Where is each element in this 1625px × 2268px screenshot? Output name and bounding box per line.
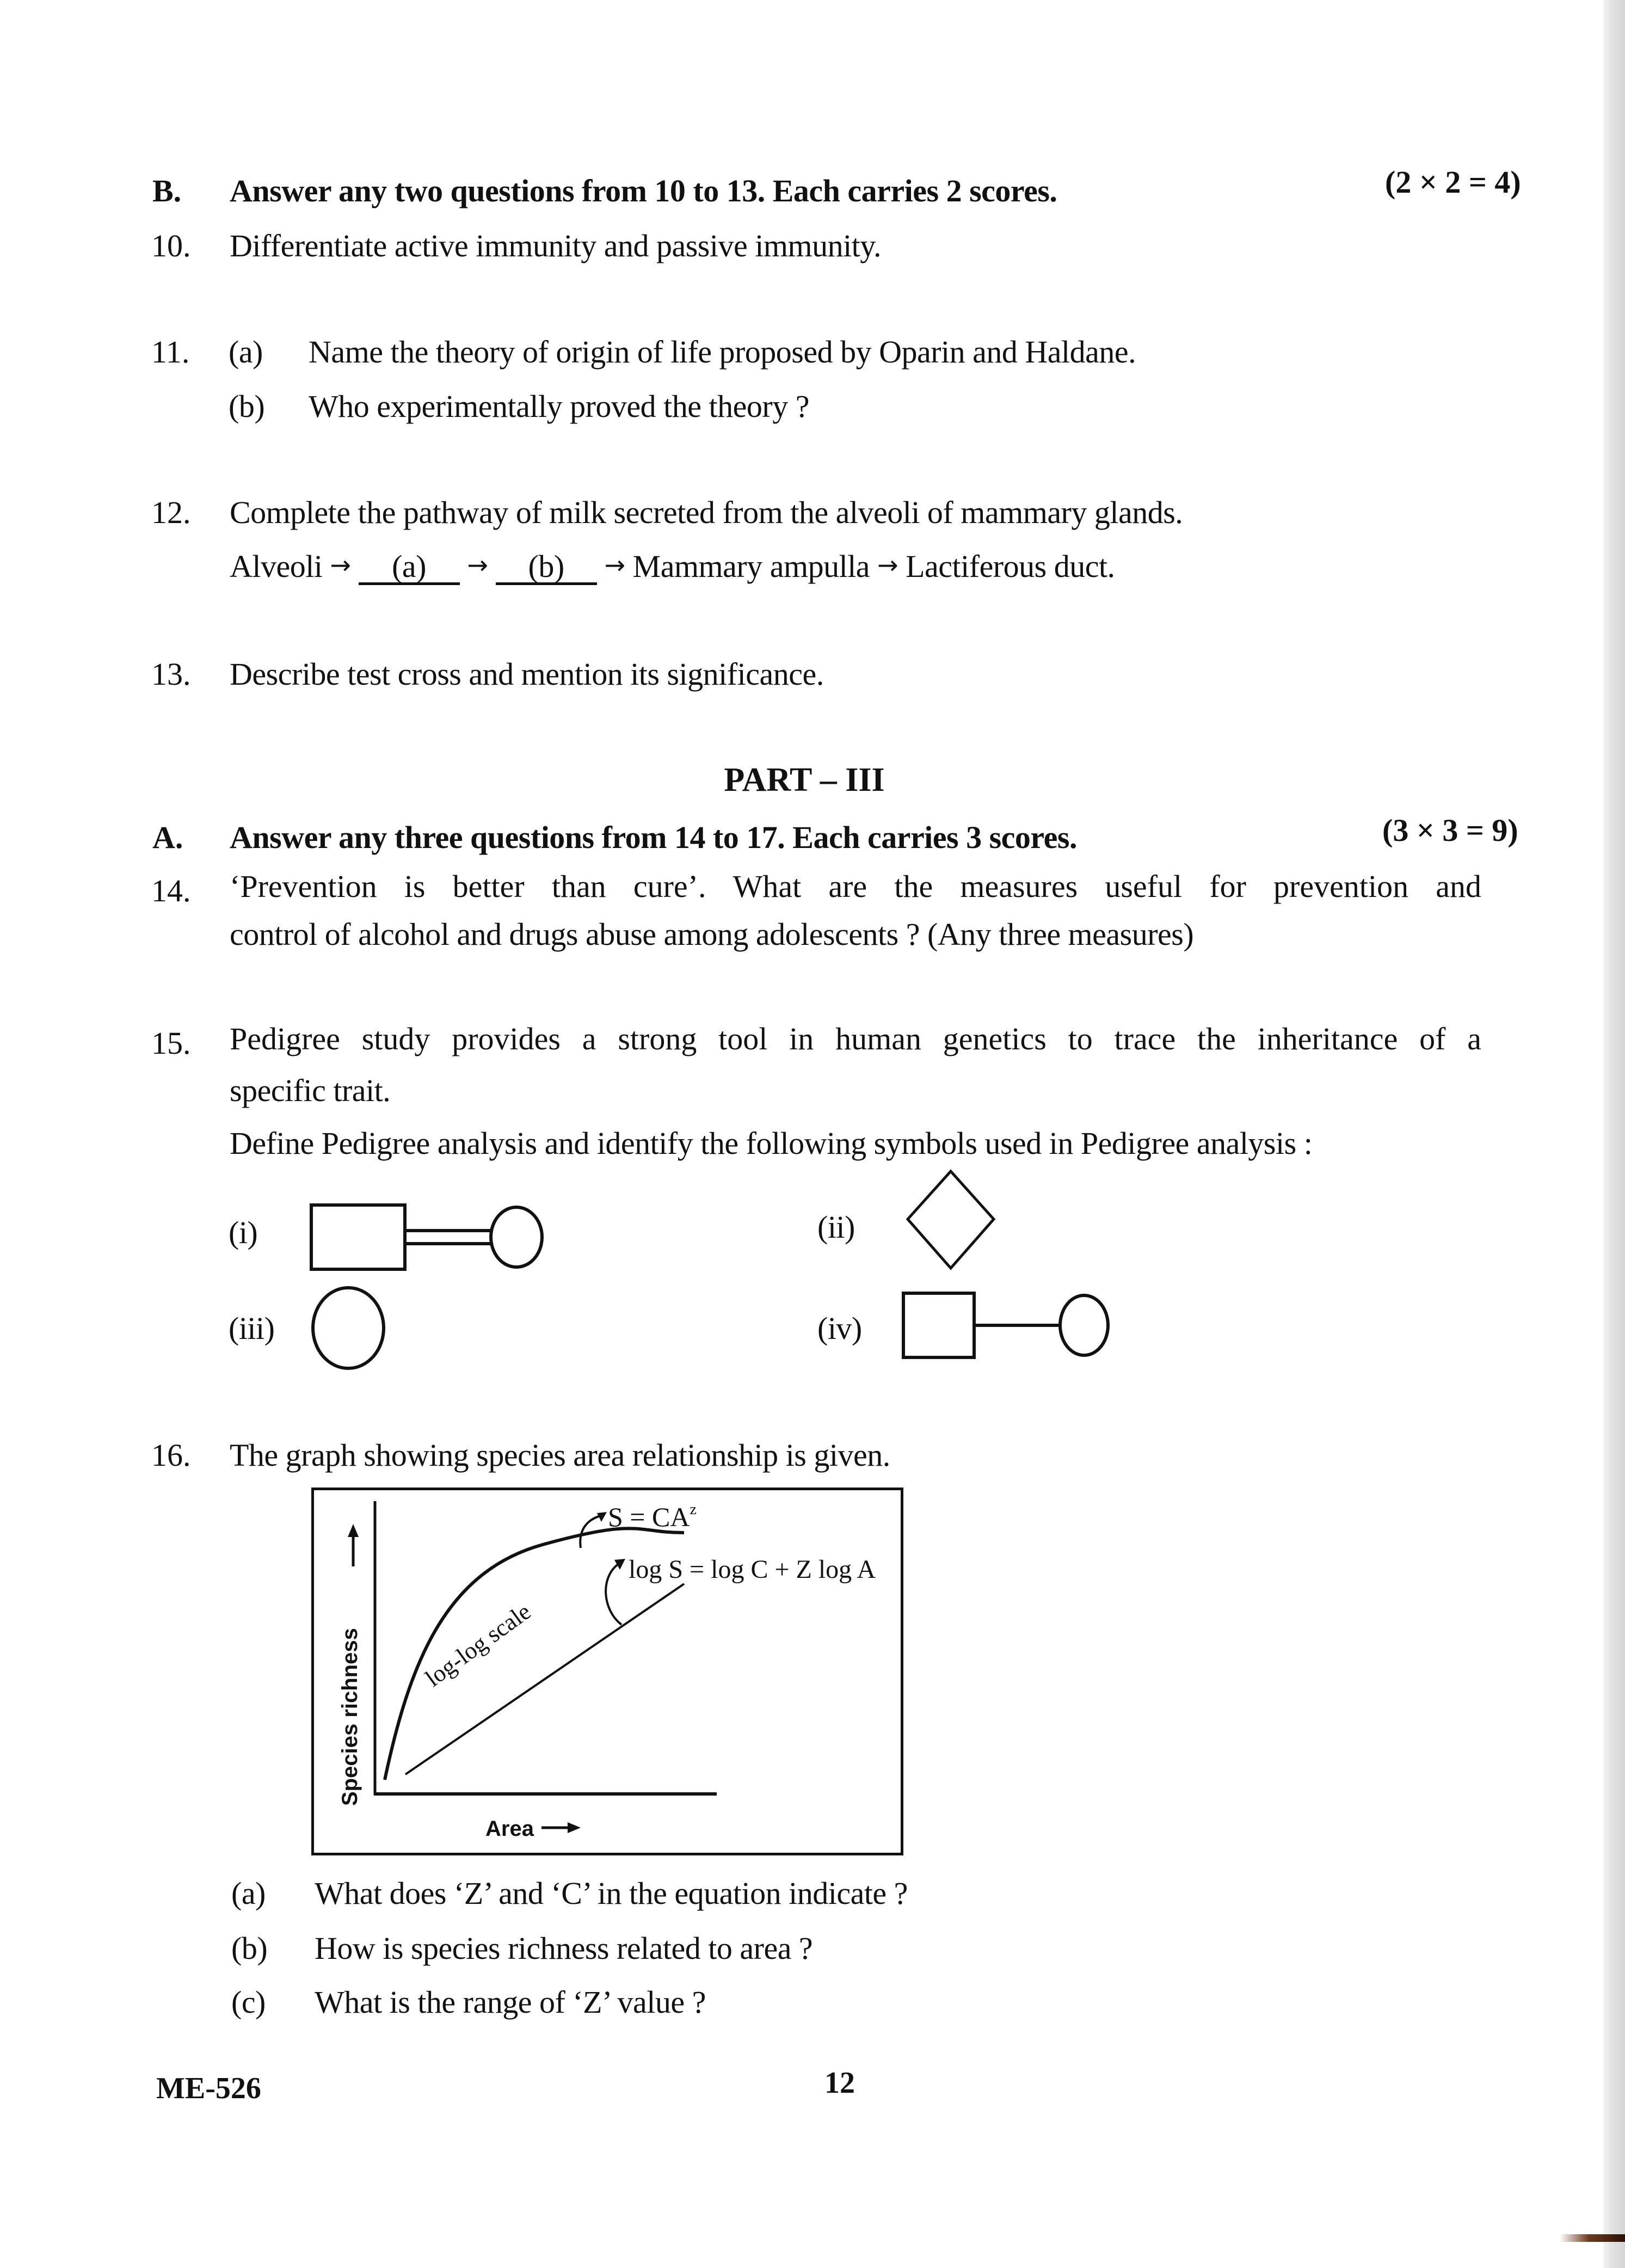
arrow-right-icon: → bbox=[330, 550, 351, 580]
subpart-label: (a) bbox=[231, 1876, 266, 1911]
question-number: 10. bbox=[151, 228, 191, 263]
symbol-label: (ii) bbox=[817, 1209, 855, 1245]
symbol-label: (iv) bbox=[817, 1311, 862, 1346]
mating-line-icon bbox=[902, 1291, 1120, 1362]
subpart-label: (a) bbox=[229, 334, 263, 370]
subpart-text: Who experimentally proved the theory ? bbox=[309, 389, 809, 424]
question-number: 15. bbox=[151, 1025, 191, 1061]
question-text-line3: Define Pedigree analysis and identify the following symbols used in Pedigree analysis : bbox=[230, 1126, 1313, 1161]
question-text: Differentiate active immunity and passive immunity. bbox=[230, 228, 882, 263]
question-text-line1: Pedigree study provides a strong tool in human genetics to trace the inheritance of a bbox=[230, 1021, 1481, 1056]
subpart-label: (b) bbox=[231, 1931, 268, 1966]
page-corner-shadow bbox=[1560, 2234, 1625, 2242]
pathway-end: Lactiferous duct. bbox=[906, 549, 1115, 584]
question-text: Complete the pathway of milk secreted from the alveoli of mammary glands. bbox=[230, 495, 1183, 530]
curve-equation-label bbox=[608, 1501, 697, 1533]
question-number: 13. bbox=[151, 656, 191, 692]
arrow-right-icon: → bbox=[467, 550, 488, 580]
section-marks: (2 × 2 = 4) bbox=[1385, 164, 1521, 200]
paper-code: ME-526 bbox=[156, 2072, 261, 2105]
diamond-symbol-icon bbox=[902, 1168, 1000, 1271]
section-letter: A. bbox=[152, 820, 183, 855]
question-text: Describe test cross and mention its significance. bbox=[230, 656, 824, 692]
question-number: 12. bbox=[151, 495, 191, 530]
arrow-right-icon: → bbox=[604, 550, 625, 580]
part-heading: PART – III bbox=[724, 761, 885, 798]
log-log-scale-label: log-log scale bbox=[420, 1597, 536, 1692]
question-number: 11. bbox=[151, 334, 190, 370]
page-edge bbox=[1603, 0, 1625, 2268]
graph-plot bbox=[314, 1490, 906, 1858]
species-area-graph bbox=[311, 1488, 903, 1855]
equation-exponent: z bbox=[690, 1501, 697, 1518]
pathway-step3: Mammary ampulla bbox=[632, 549, 870, 584]
question-number: 16. bbox=[151, 1437, 191, 1473]
symbol-label: (iii) bbox=[229, 1311, 275, 1346]
consanguineous-mating-icon bbox=[310, 1203, 550, 1274]
question-number: 14. bbox=[151, 873, 191, 908]
subpart-label: (b) bbox=[229, 389, 265, 424]
question-text-line2: specific trait. bbox=[230, 1073, 391, 1108]
subpart-text: How is species richness related to area ? bbox=[315, 1931, 813, 1966]
question-text-line2: control of alcohol and drugs abuse among adolescents ? (Any three measures) bbox=[230, 917, 1194, 952]
section-marks: (3 × 3 = 9) bbox=[1382, 813, 1518, 848]
milk-pathway bbox=[230, 551, 1115, 585]
page-number: 12 bbox=[824, 2066, 855, 2100]
subpart-text: What does ‘Z’ and ‘C’ in the equation indicate ? bbox=[315, 1876, 908, 1911]
arrow-right-icon: → bbox=[877, 550, 898, 580]
equation-base: S = CA bbox=[608, 1502, 690, 1532]
x-axis-label: Area bbox=[485, 1817, 534, 1841]
symbol-label: (i) bbox=[229, 1215, 258, 1250]
blank-a: (a) bbox=[359, 551, 460, 585]
question-text: The graph showing species area relationship is given. bbox=[230, 1437, 890, 1473]
subpart-text: Name the theory of origin of life proposed by Oparin and Haldane. bbox=[309, 334, 1136, 370]
line-equation-label: log S = log C + Z log A bbox=[629, 1555, 876, 1584]
question-text-line1: ‘Prevention is better than cure’. What are the measures useful for prevention and bbox=[230, 869, 1481, 904]
subpart-text: What is the range of ‘Z’ value ? bbox=[315, 1984, 706, 2020]
section-letter: B. bbox=[152, 173, 182, 208]
pathway-start: Alveoli bbox=[230, 549, 323, 584]
section-instruction: Answer any two questions from 10 to 13. Each carries 2 scores. bbox=[230, 173, 1057, 208]
female-circle-icon bbox=[310, 1284, 386, 1372]
section-instruction: Answer any three questions from 14 to 17. Each carries 3 scores. bbox=[230, 820, 1077, 855]
subpart-label: (c) bbox=[231, 1984, 266, 2020]
blank-b: (b) bbox=[496, 551, 597, 585]
y-axis-label: Species richness bbox=[338, 1628, 362, 1806]
